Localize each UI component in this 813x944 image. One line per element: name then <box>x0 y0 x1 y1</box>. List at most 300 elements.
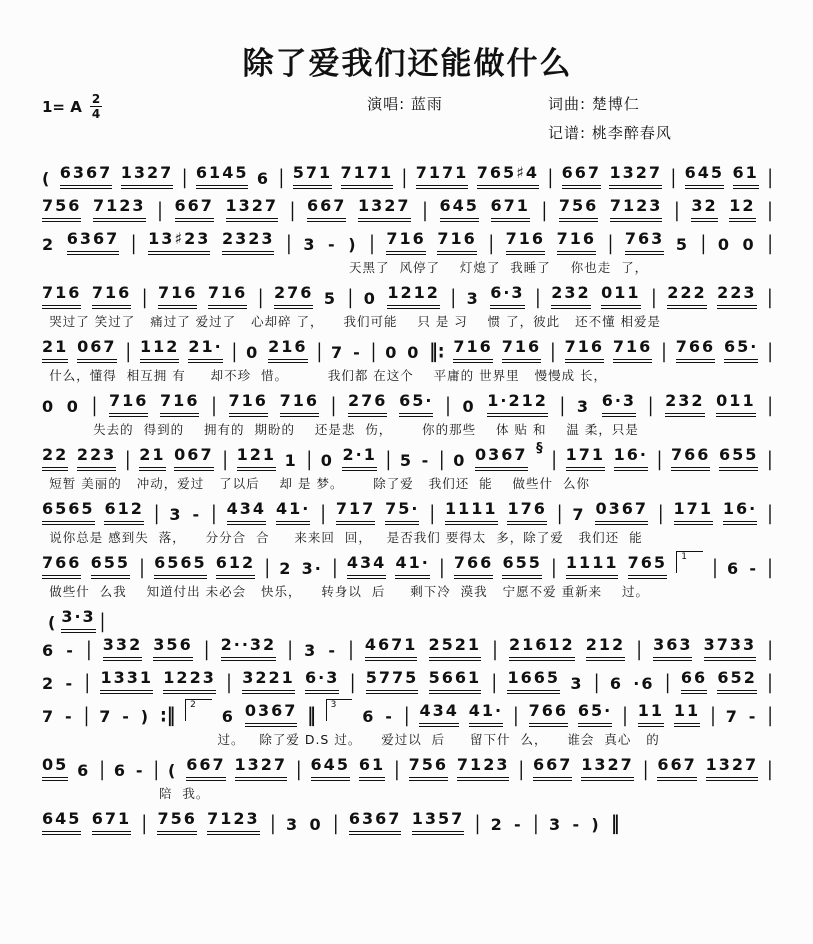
note-group: 6367 <box>60 163 113 189</box>
note-group: 3 <box>304 641 318 660</box>
barline: | <box>306 448 313 472</box>
note-group: 232 <box>551 283 590 309</box>
note-group: 171 <box>566 445 605 471</box>
barline: | <box>549 340 556 364</box>
barline: | <box>657 502 664 526</box>
performer-credit: 演唱: 蓝雨 <box>367 95 443 113</box>
note-group: 716 <box>453 337 492 363</box>
note-group: 6 <box>727 559 741 578</box>
note-group: 0 <box>462 397 476 416</box>
note-group: ( <box>42 169 52 188</box>
note-group: 13♯23 <box>148 229 210 255</box>
note-group: 1327 <box>226 196 279 222</box>
note-group: 671 <box>491 196 530 222</box>
note-group: 6565 <box>154 553 207 579</box>
barline: | <box>700 232 707 256</box>
barline: | <box>84 671 91 695</box>
note-group: 0 <box>309 815 323 834</box>
note-group: 645 <box>440 196 479 222</box>
note-group: 1212 <box>387 283 440 309</box>
note-group: 6 <box>221 707 235 726</box>
lyrics-line: 过。 除了爱 D.S 过。 爱过以 后 留下什 么， 谁会 真心 的 <box>217 732 660 747</box>
note-group: ( <box>168 761 178 780</box>
notes-line <box>42 701 773 727</box>
barline: | <box>331 556 338 580</box>
note-group: 41· <box>469 701 503 727</box>
note-group: 6 <box>77 761 91 780</box>
barline: | <box>211 394 217 418</box>
notes-line <box>42 229 773 255</box>
note-group: 1111 <box>445 499 498 525</box>
barline: | <box>767 502 773 526</box>
words-music-credit: 词曲: 楚博仁 <box>548 95 640 113</box>
note-group: 3 <box>576 397 591 416</box>
notes-line <box>42 283 773 309</box>
note-group: 16· <box>614 445 648 471</box>
note-group: 2521 <box>429 635 482 661</box>
notes-line <box>42 163 773 189</box>
notation-system <box>42 283 773 330</box>
time-signature-denominator: 4 <box>91 107 101 121</box>
note-group: - <box>421 451 431 470</box>
notes-line <box>42 809 619 835</box>
barline: | <box>512 704 519 728</box>
barline-thick: ‖ <box>610 812 620 836</box>
note-group: 2 <box>490 815 504 834</box>
note-group: 1327 <box>235 755 288 781</box>
note-group: 1327 <box>358 196 411 222</box>
note-group: 716 <box>208 283 247 309</box>
note-group: 4671 <box>365 635 418 661</box>
note-group: 667 <box>307 196 346 222</box>
note-group: 32 <box>691 196 717 222</box>
barline: | <box>153 758 160 782</box>
note-group: 3 <box>303 235 317 254</box>
note-group: ·6 <box>633 674 655 693</box>
barline: | <box>181 166 188 190</box>
note-group: 65· <box>724 337 758 363</box>
note-group: 434 <box>347 553 386 579</box>
note-group: - <box>572 815 582 834</box>
barline: | <box>651 286 657 310</box>
note-group: 65· <box>399 391 433 417</box>
note-group: 716 <box>42 283 81 309</box>
notes-line <box>42 553 773 579</box>
note-group: 0 <box>407 343 421 362</box>
notes-line <box>42 635 773 661</box>
time-signature <box>90 93 102 120</box>
note-group: 716 <box>109 391 148 417</box>
barline: | <box>83 704 90 728</box>
barline: | <box>278 166 285 190</box>
note-group: - <box>748 707 758 726</box>
note-group: 571 <box>293 163 332 189</box>
barline: | <box>330 394 337 418</box>
lyrics-line: 说你总是 感到失 落， 分分合 合 来来回 回， 是否我们 要得太 多，除了爱 我们还 能 <box>49 530 643 545</box>
note-group: 1327 <box>581 755 634 781</box>
barline: | <box>767 638 773 662</box>
note-group: 067 <box>174 445 213 471</box>
barline: | <box>394 758 400 782</box>
note-group: 3221 <box>242 668 295 694</box>
note-group: 2 <box>42 674 56 693</box>
notation-system <box>42 229 773 276</box>
note-group: 0 <box>453 451 467 470</box>
note-group: 716 <box>280 391 319 417</box>
note-group: 0 <box>42 397 56 416</box>
barline: | <box>403 704 410 728</box>
note-group: - <box>328 235 337 254</box>
note-group: 2323 <box>222 229 275 255</box>
volta-bracket: 2 <box>185 699 212 721</box>
barline: | <box>401 166 408 190</box>
notes-line <box>42 196 773 222</box>
barline: | <box>210 502 217 526</box>
note-group: 2 <box>42 235 56 254</box>
barline: | <box>450 286 457 310</box>
note-group: ) <box>348 235 358 254</box>
note-group: 766 <box>529 701 568 727</box>
barline: | <box>369 232 375 256</box>
note-group: 067 <box>77 337 116 363</box>
note-group: 3733 <box>704 635 757 661</box>
note-group: 223 <box>717 283 756 309</box>
note-group: 766 <box>42 553 81 579</box>
barline: | <box>607 232 614 256</box>
barline: | <box>257 286 264 310</box>
barline: | <box>767 394 773 418</box>
barline: | <box>674 199 680 223</box>
note-group: 7123 <box>93 196 146 222</box>
barline: | <box>767 671 773 695</box>
note-group: 7123 <box>457 755 510 781</box>
barline: | <box>422 199 428 223</box>
note-group: 22 <box>42 445 68 471</box>
note-group: 655 <box>719 445 758 471</box>
note-group: 716 <box>437 229 476 255</box>
note-group: 716 <box>557 229 596 255</box>
notation-system <box>42 391 773 438</box>
note-group: 667 <box>657 755 696 781</box>
barline: | <box>429 502 436 526</box>
note-group: 41· <box>276 499 310 525</box>
note-group: 05 <box>42 755 68 781</box>
barline: | <box>264 556 271 580</box>
barline: | <box>661 340 667 364</box>
header-meta-row <box>42 93 773 151</box>
notes-line <box>42 755 773 781</box>
barline: | <box>385 448 392 472</box>
note-group: 717 <box>336 499 375 525</box>
barline: | <box>518 758 525 782</box>
key-signature-text: 1= A <box>42 97 82 116</box>
barline: | <box>535 286 541 310</box>
note-group: - <box>328 641 337 660</box>
notation-system <box>42 163 773 189</box>
barline: | <box>124 448 131 472</box>
barline: | <box>157 199 163 223</box>
lyrics-line: 做些什 么我 知道付出 未必会 快乐， 转身以 后 剩下冷 漠我 宁愿不爱 重新来 过。 <box>49 584 649 599</box>
barline: | <box>656 448 663 472</box>
barline: | <box>130 232 137 256</box>
note-group: 65· <box>578 701 612 727</box>
note-group: 7171 <box>341 163 394 189</box>
note-group: 756 <box>42 196 81 222</box>
note-group: 716 <box>506 229 545 255</box>
note-group: 6367 <box>67 229 120 255</box>
note-group: 7123 <box>207 809 260 835</box>
barline: | <box>153 502 160 526</box>
note-group: 7 <box>42 707 56 726</box>
note-group: 756 <box>409 755 448 781</box>
note-group: 655 <box>502 553 541 579</box>
barline: | <box>316 340 323 364</box>
note-group: - <box>514 815 523 834</box>
note-group: 7 <box>331 343 345 362</box>
note-group: 6 <box>113 761 127 780</box>
note-group: - <box>65 674 75 693</box>
note-group: 645 <box>311 755 350 781</box>
note-group: 16· <box>723 499 757 525</box>
note-group: 121 <box>237 445 276 471</box>
note-group: 3 <box>549 815 563 834</box>
note-group: 11 <box>674 701 700 727</box>
notation-system <box>42 809 773 835</box>
barline-thick: :‖ <box>159 704 176 728</box>
note-group: ( <box>48 613 58 632</box>
note-group: 0367 <box>475 445 528 471</box>
barline: | <box>141 812 148 836</box>
note-group: 3 <box>570 674 584 693</box>
note-group: 652 <box>717 668 756 694</box>
note-group: 6·3 <box>490 283 524 309</box>
note-group: 1665 <box>507 668 560 694</box>
barline: | <box>445 394 451 418</box>
barline: | <box>286 232 292 256</box>
note-group: 6145 <box>196 163 249 189</box>
note-group: 7 <box>725 707 739 726</box>
note-group: 011 <box>601 283 640 309</box>
notation-system <box>42 553 773 600</box>
note-group: - <box>66 641 75 660</box>
note-group: 716 <box>92 283 131 309</box>
note-group: 12 <box>729 196 755 222</box>
note-group: ) <box>591 815 601 834</box>
barline: | <box>767 199 773 223</box>
note-group: 6 <box>362 707 376 726</box>
note-group: 5 <box>323 289 338 308</box>
note-group: 6·3 <box>602 391 636 417</box>
note-group: 011 <box>716 391 755 417</box>
barline: | <box>347 286 354 310</box>
note-group: 0367 <box>595 499 648 525</box>
note-group: 5 <box>675 235 689 254</box>
barline: | <box>332 812 339 836</box>
barline: | <box>767 758 773 782</box>
barline: | <box>664 671 671 695</box>
note-group: 7171 <box>416 163 469 189</box>
volta-bracket: 1 <box>676 551 703 573</box>
note-group: 5 <box>399 451 413 470</box>
barline: | <box>226 671 232 695</box>
barline: | <box>712 556 718 580</box>
barline-thick: ‖: <box>429 340 445 364</box>
note-group: - <box>353 343 362 362</box>
note-group: 716 <box>160 391 199 417</box>
barline: | <box>532 812 539 836</box>
lyrics-line: 陪 我。 <box>158 786 210 801</box>
barline: | <box>438 448 445 472</box>
note-group: 5775 <box>366 668 419 694</box>
note-group: 66 <box>681 668 707 694</box>
barline: | <box>287 638 294 662</box>
notes-line <box>42 391 773 417</box>
barline: | <box>289 199 296 223</box>
segno-icon: § <box>536 441 543 456</box>
barline: | <box>642 758 649 782</box>
note-group: 1·212 <box>487 391 548 417</box>
notation-system <box>42 668 773 694</box>
barline: | <box>203 638 210 662</box>
barline: | <box>767 704 773 728</box>
note-group: 223 <box>77 445 116 471</box>
barline: | <box>474 812 481 836</box>
barline: | <box>370 340 377 364</box>
note-group: 1327 <box>706 755 759 781</box>
note-group: - <box>65 707 74 726</box>
note-group: 645 <box>42 809 81 835</box>
barline: | <box>85 638 92 662</box>
barline: | <box>125 340 132 364</box>
barline: | <box>767 448 773 472</box>
note-group: 0 <box>742 235 756 254</box>
barline: | <box>556 502 563 526</box>
note-group: - <box>192 505 202 524</box>
note-group: 7123 <box>610 196 663 222</box>
note-group: 612 <box>216 553 255 579</box>
note-group: 6 <box>609 674 623 693</box>
note-group: 363 <box>653 635 692 661</box>
barline: | <box>491 671 498 695</box>
key-signature <box>42 93 262 120</box>
note-group: 5661 <box>429 668 482 694</box>
notes-line <box>42 337 773 363</box>
notes-line <box>42 499 773 525</box>
note-group: 1111 <box>566 553 619 579</box>
note-group: 7 <box>99 707 113 726</box>
barline: | <box>488 232 495 256</box>
lyrics-line: 哭过了 笑过了 痛过了 爱过了 心却碎 了， 我们可能 只 是 习 惯 了，彼此 还不懂 相爱是 <box>49 314 662 329</box>
note-group: 667 <box>186 755 225 781</box>
note-group: 766 <box>671 445 710 471</box>
note-group: 716 <box>613 337 652 363</box>
note-group: 21· <box>188 337 222 363</box>
barline: | <box>320 502 326 526</box>
note-group: 756 <box>559 196 598 222</box>
note-group: 716 <box>502 337 541 363</box>
note-group: 716 <box>565 337 604 363</box>
note-group: 21 <box>139 445 165 471</box>
barline: | <box>559 394 566 418</box>
note-group: 3· <box>301 559 323 578</box>
notation-system <box>42 337 773 384</box>
barline-thick: ‖ <box>307 704 316 728</box>
note-group: 3 <box>286 815 300 834</box>
notation-system <box>42 755 773 802</box>
lyrics-line: 天黑了 风停了 灯熄了 我睡了 你也走 了， <box>349 260 649 275</box>
barline: | <box>492 638 498 662</box>
notes-line <box>42 441 773 472</box>
note-group: 716 <box>229 391 268 417</box>
note-group: 0367 <box>245 701 298 727</box>
note-group: 2·1 <box>342 445 376 471</box>
barline: | <box>547 166 554 190</box>
note-group: 1357 <box>412 809 465 835</box>
barline: | <box>647 394 654 418</box>
barline: | <box>622 704 628 728</box>
credits-block <box>548 93 773 151</box>
note-group: 171 <box>674 499 713 525</box>
barline: | <box>139 556 145 580</box>
barline: | <box>295 758 302 782</box>
barline: | <box>348 638 354 662</box>
note-group: 21 <box>42 337 68 363</box>
note-group: 3 <box>169 505 183 524</box>
note-group: 2 <box>279 559 293 578</box>
note-group: 276 <box>274 283 313 309</box>
note-group: 765 <box>628 553 667 579</box>
note-group: 41· <box>395 553 429 579</box>
lyrics-line: 失去的 得到的 拥有的 期盼的 还是悲 伤， 你的那些 体 贴 和 温 柔，只是 <box>93 422 639 437</box>
note-group: 0 <box>246 343 260 362</box>
note-group: 763 <box>625 229 664 255</box>
note-group: - <box>749 559 758 578</box>
barline: | <box>767 166 773 190</box>
lyrics-line: 什么，懂得 相互拥 有 却不珍 惜。 我们都 在这个 平庸的 世界里 慢慢成 长， <box>49 368 608 383</box>
note-group: 3·3 <box>61 607 95 633</box>
note-group: 1327 <box>609 163 662 189</box>
note-group: 716 <box>158 283 197 309</box>
note-group: 671 <box>92 809 131 835</box>
barline: | <box>141 286 148 310</box>
note-group: 1223 <box>163 668 216 694</box>
barline: | <box>767 556 773 580</box>
note-group: 6·3 <box>305 668 339 694</box>
note-group: 112 <box>140 337 179 363</box>
note-group: 61 <box>733 163 759 189</box>
barline: | <box>593 671 600 695</box>
barline: | <box>551 448 557 472</box>
note-group: 0 <box>385 343 399 362</box>
note-group: 667 <box>533 755 572 781</box>
barline: | <box>91 394 98 418</box>
note-group: 766 <box>676 337 715 363</box>
note-group: 667 <box>175 196 214 222</box>
note-group: 212 <box>586 635 625 661</box>
note-group: 1 <box>284 451 298 470</box>
note-group: 716 <box>386 229 425 255</box>
barline: | <box>636 638 642 662</box>
note-group: 276 <box>348 391 387 417</box>
note-group: 6367 <box>349 809 402 835</box>
barline: | <box>222 448 228 472</box>
barline: | <box>551 556 557 580</box>
note-group: ) <box>140 707 151 726</box>
notation-system <box>42 441 773 492</box>
note-group: 0 <box>363 289 377 308</box>
note-group: 766 <box>454 553 493 579</box>
note-group: 75· <box>385 499 419 525</box>
